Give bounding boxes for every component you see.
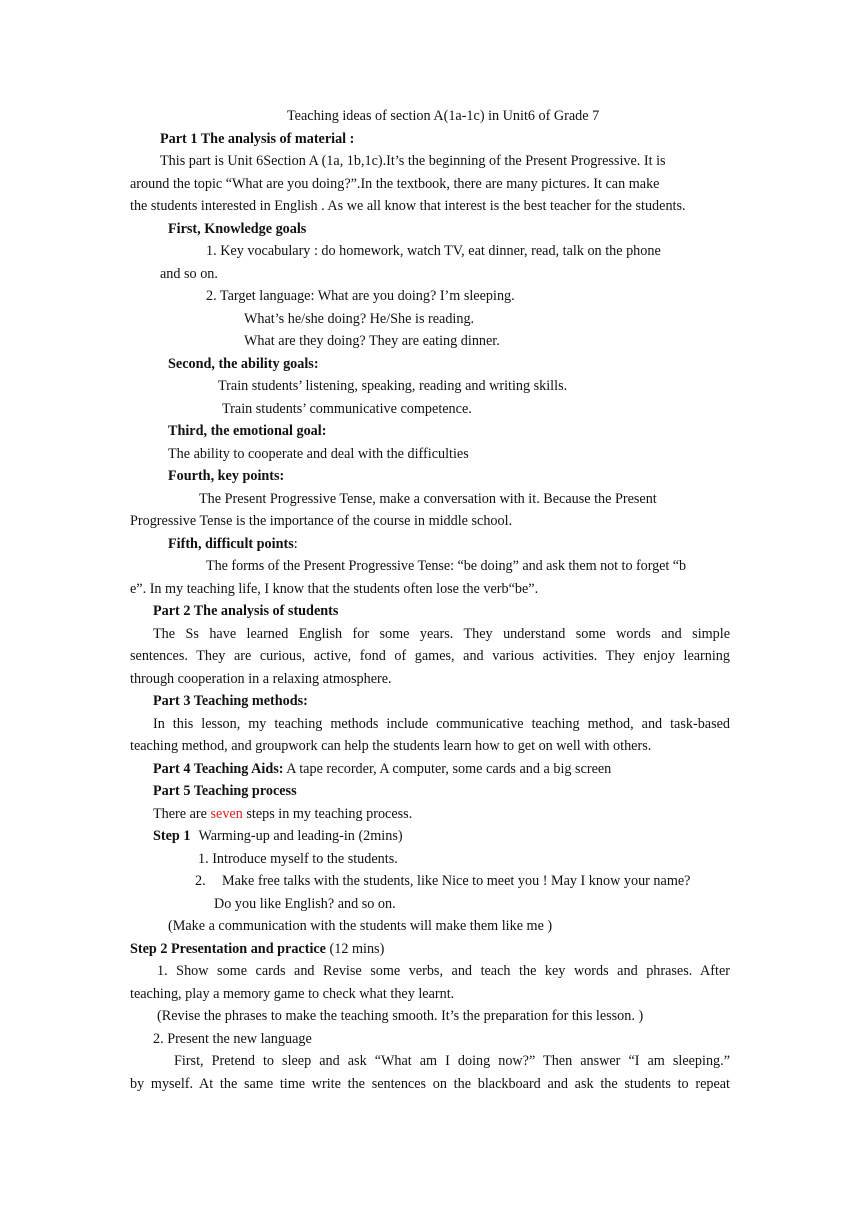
part5-intro-highlight: seven bbox=[210, 806, 243, 822]
step1-item-1: 1. Introduce myself to the students. bbox=[198, 851, 398, 867]
ability-goals-heading: Second, the ability goals: bbox=[168, 356, 319, 372]
part4-text: A tape recorder, A computer, some cards and a big screen bbox=[283, 761, 612, 777]
key-points-heading: Fourth, key points: bbox=[168, 468, 285, 484]
part4-line bbox=[153, 760, 611, 778]
step2-note: (Revise the phrases to make the teaching smooth. It’s the preparation for this lesson. ) bbox=[157, 1008, 644, 1024]
part2-line: The Ss have learned English for some years. They understand some words and simple bbox=[153, 626, 730, 642]
step1-title: Warming-up and leading-in (2mins) bbox=[198, 828, 403, 844]
part1-paragraph-line: around the topic “What are you doing?”.In the textbook, there are many pictures. It can make bbox=[130, 176, 660, 192]
document-title: Teaching ideas of section A(1a-1c) in Unit6 of Grade 7 bbox=[287, 108, 600, 124]
step1-line bbox=[153, 827, 403, 845]
part1-paragraph-line: This part is Unit 6Section A (1a, 1b,1c).It’s the beginning of the Present Progressive. It is bbox=[160, 153, 666, 169]
emotional-goal-line: The ability to cooperate and deal with the difficulties bbox=[168, 446, 469, 462]
part5-intro-before: There are bbox=[153, 806, 211, 822]
part2-line: through cooperation in a relaxing atmosphere. bbox=[130, 671, 392, 687]
part5-heading: Part 5 Teaching process bbox=[153, 783, 297, 799]
key-points-line: The Present Progressive Tense, make a conversation with it. Because the Present bbox=[199, 491, 657, 507]
step2-paragraph-line: First, Pretend to sleep and ask “What am I doing now?” Then answer “I am sleeping.” bbox=[174, 1053, 730, 1069]
part1-paragraph-line: the students interested in English . As we all know that interest is the best teacher for the students. bbox=[130, 198, 686, 214]
part2-heading: Part 2 The analysis of students bbox=[153, 603, 339, 619]
step2-item-1: 1. Show some cards and Revise some verbs, and teach the key words and phrases. After bbox=[157, 963, 730, 979]
knowledge-goals-heading: First, Knowledge goals bbox=[168, 221, 307, 237]
step1-note: (Make a communication with the students will make them like me ) bbox=[168, 918, 553, 934]
step2-duration: (12 mins) bbox=[325, 941, 385, 957]
step2-item-2: 2. Present the new language bbox=[153, 1031, 312, 1047]
part2-line: sentences. They are curious, active, fond of games, and various activities. They enjoy learning bbox=[130, 648, 730, 664]
difficult-points-line: The forms of the Present Progressive Tense: “be doing” and ask them not to forget “b bbox=[206, 558, 687, 574]
part3-heading: Part 3 Teaching methods: bbox=[153, 693, 308, 709]
part3-line: teaching method, and groupwork can help the students learn how to get on well with others. bbox=[130, 738, 652, 754]
ability-goal-line: Train students’ communicative competence. bbox=[222, 401, 472, 417]
step2-line bbox=[130, 940, 384, 958]
step1-item-2-cont: Do you like English? and so on. bbox=[214, 896, 396, 912]
part4-heading: Part 4 Teaching Aids: bbox=[153, 761, 284, 777]
key-points-line: Progressive Tense is the importance of the course in middle school. bbox=[130, 513, 513, 529]
step1-item-2: Make free talks with the students, like Nice to meet you ! May I know your name? bbox=[222, 873, 691, 889]
difficult-points-label: Fifth, difficult points bbox=[168, 536, 294, 552]
knowledge-item-1: 1. Key vocabulary : do homework, watch TV, eat dinner, read, talk on the phone bbox=[206, 243, 661, 259]
knowledge-item-1-cont: and so on. bbox=[160, 266, 218, 282]
difficult-points-heading bbox=[168, 535, 298, 553]
step1-label: Step 1 bbox=[153, 828, 191, 844]
part5-intro-after: steps in my teaching process. bbox=[242, 806, 413, 822]
knowledge-item-2: 2. Target language: What are you doing? I’m sleeping. bbox=[206, 288, 515, 304]
knowledge-item-2-line: What’s he/she doing? He/She is reading. bbox=[244, 311, 475, 327]
ability-goal-line: Train students’ listening, speaking, reading and writing skills. bbox=[218, 378, 568, 394]
step2-label: Step 2 Presentation and practice bbox=[130, 941, 326, 957]
knowledge-item-2-line: What are they doing? They are eating dinner. bbox=[244, 333, 500, 349]
step2-paragraph-line: by myself. At the same time write the sentences on the blackboard and ask the students to repeat bbox=[130, 1076, 730, 1092]
step1-item-2-number: 2. bbox=[195, 873, 206, 889]
part1-heading: Part 1 The analysis of material : bbox=[160, 131, 355, 147]
emotional-goal-heading: Third, the emotional goal: bbox=[168, 423, 327, 439]
difficult-points-line: e”. In my teaching life, I know that the students often lose the verb“be”. bbox=[130, 581, 539, 597]
part3-line: In this lesson, my teaching methods include communicative teaching method, and task-based bbox=[153, 716, 730, 732]
difficult-points-colon: : bbox=[293, 536, 298, 552]
step2-item-1-cont: teaching, play a memory game to check what they learnt. bbox=[130, 986, 455, 1002]
part5-intro bbox=[153, 805, 412, 823]
